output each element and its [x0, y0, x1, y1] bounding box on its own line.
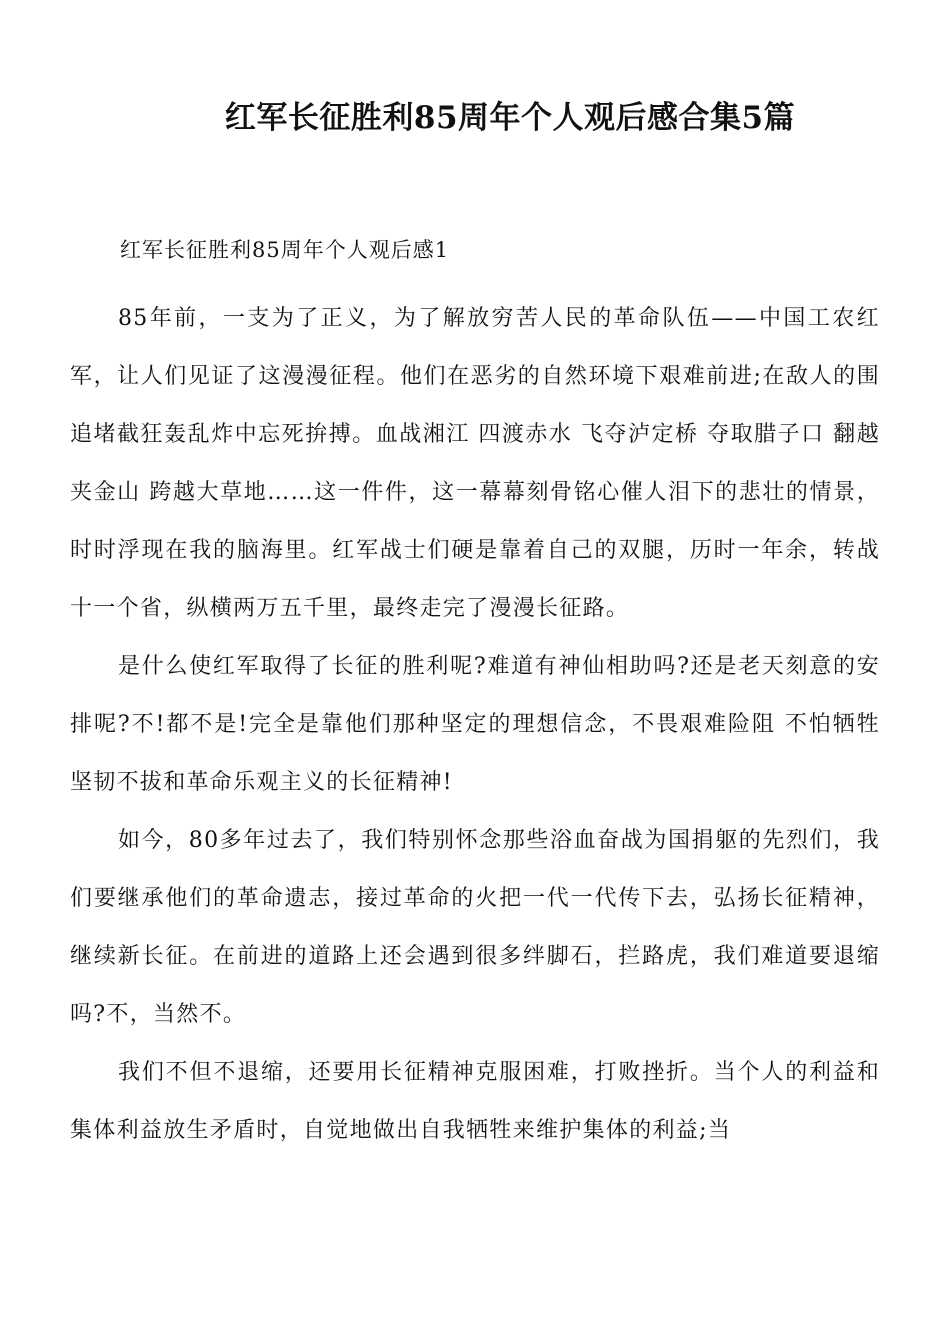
paragraph-3: 如今，80多年过去了，我们特别怀念那些浴血奋战为国捐躯的先烈们，我们要继承他们的革命遗志，接过革命的火把一代一代传下去，弘扬长征精神，继续新长征。在前进的道路上还会遇到很多绊脚石，拦路虎，我们难道要退缩吗?不，当然不。	[70, 828, 880, 1027]
paragraph-4: 我们不但不退缩，还要用长征精神克服困难，打败挫折。当个人的利益和集体利益放生矛盾时，自觉地做出自我牺牲来维护集体的利益;当	[70, 1060, 880, 1143]
paragraph-2: 是什么使红军取得了长征的胜利呢?难道有神仙相助吗?还是老天刻意的安排呢?不!都不是!完全是靠他们那种坚定的理想信念，不畏艰难险阻 不怕牺牲坚韧不拔和革命乐观主义的长征精神!	[70, 654, 880, 795]
section-heading: 红军长征胜利85周年个人观后感1	[120, 238, 450, 262]
document-body	[70, 290, 880, 1160]
document-title: 红军长征胜利85周年个人观后感合集5篇	[224, 100, 796, 136]
paragraph-1: 85年前，一支为了正义，为了解放穷苦人民的革命队伍——中国工农红军，让人们见证了这漫漫征程。他们在恶劣的自然环境下艰难前进;在敌人的围追堵截狂轰乱炸中忘死拚搏。血战湘江 四渡赤水 飞夺泸定桥 夺取腊子口 翻越夹金山 跨越大草地……这一件件，这一幕幕刻骨铭心催人泪下的悲壮的情景，时时浮现在我的脑海里。红军战士们硬是靠着自己的双腿，历时一年余，转战十一个省，纵横两万五千里，最终走完了漫漫长征路。	[70, 306, 880, 621]
